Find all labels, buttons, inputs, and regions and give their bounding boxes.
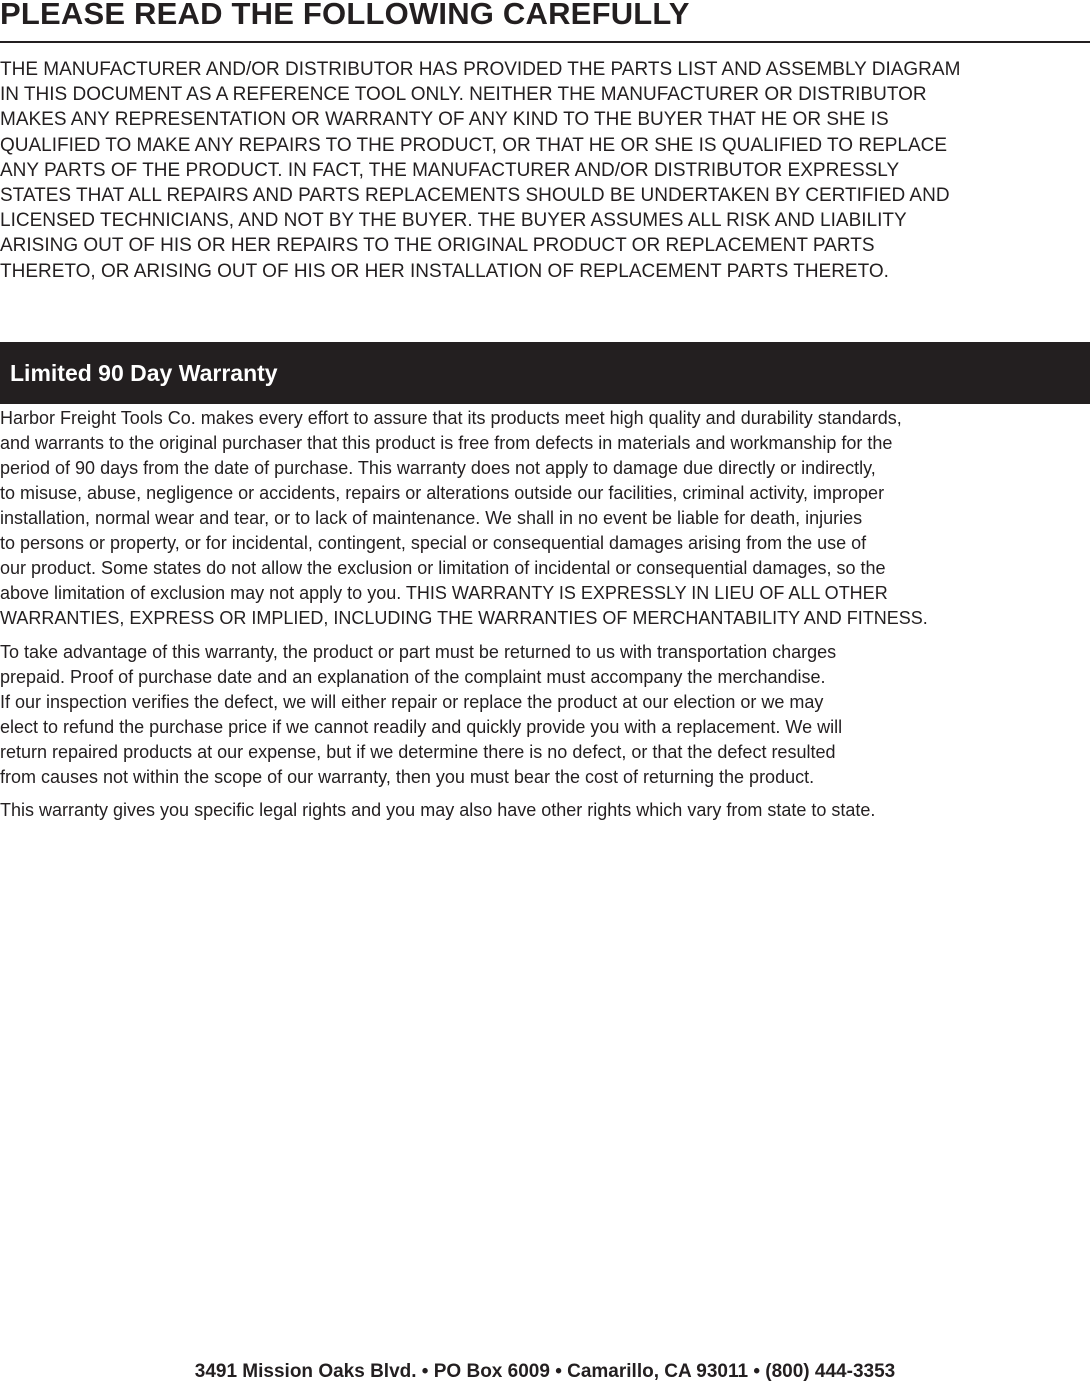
paragraph-line: installation, normal wear and tear, or to lack of maintenance. We shall in no event be liable for death, injuries [0, 508, 863, 528]
warranty-heading: Limited 90 Day Warranty [10, 360, 278, 386]
paragraph-line: To take advantage of this warranty, the product or part must be returned to us with transportation charges [0, 642, 837, 662]
disclaimer-line: LICENSED TECHNICIANS, AND NOT BY THE BUYER. THE BUYER ASSUMES ALL RISK AND LIABILITY [0, 210, 907, 232]
paragraph-line: This warranty gives you specific legal rights and you may also have other rights which vary from state to state. [0, 800, 876, 820]
warranty-paragraph-rights [0, 798, 875, 823]
paragraph-line: elect to refund the purchase price if we cannot readily and quickly provide you with a replacement. We will [0, 717, 843, 737]
disclaimer-line: IN THIS DOCUMENT AS A REFERENCE TOOL ONLY. NEITHER THE MANUFACTURER OR DISTRIBUTOR [0, 84, 927, 106]
disclaimer-line: THERETO, OR ARISING OUT OF HIS OR HER INSTALLATION OF REPLACEMENT PARTS THERETO. [0, 260, 889, 282]
paragraph-line: Harbor Freight Tools Co. makes every effort to assure that its products meet high quality and durability standards, [0, 408, 902, 428]
paragraph-line: If our inspection verifies the defect, we will either repair or replace the product at our election or we may [0, 692, 824, 712]
paragraph-line: our product. Some states do not allow the exclusion or limitation of incidental or consequential damages, so the [0, 558, 886, 578]
page-title: PLEASE READ THE FOLLOWING CAREFULLY [0, 0, 690, 31]
paragraph-line: prepaid. Proof of purchase date and an explanation of the complaint must accompany the merchandise. [0, 667, 826, 687]
paragraph-line: WARRANTIES, EXPRESS OR IMPLIED, INCLUDING THE WARRANTIES OF MERCHANTABILITY AND FITNESS. [0, 608, 928, 628]
disclaimer-line: STATES THAT ALL REPAIRS AND PARTS REPLACEMENTS SHOULD BE UNDERTAKEN BY CERTIFIED AND [0, 185, 950, 207]
disclaimer-line: ANY PARTS OF THE PRODUCT. IN FACT, THE MANUFACTURER AND/OR DISTRIBUTOR EXPRESSLY [0, 159, 900, 181]
disclaimer-line: QUALIFIED TO MAKE ANY REPAIRS TO THE PRODUCT, OR THAT HE OR SHE IS QUALIFIED TO REPLACE [0, 134, 948, 156]
warranty-paragraph-terms [0, 406, 928, 631]
paragraph-line: to persons or property, or for incidental, contingent, special or consequential damages arising from the use of [0, 533, 867, 553]
footer-address: 3491 Mission Oaks Blvd. • PO Box 6009 • Camarillo, CA 93011 • (800) 444-3353 [194, 1361, 896, 1382]
paragraph-line: period of 90 days from the date of purchase. This warranty does not apply to damage due directly or indirectly, [0, 458, 876, 478]
disclaimer-line: THE MANUFACTURER AND/OR DISTRIBUTOR HAS PROVIDED THE PARTS LIST AND ASSEMBLY DIAGRAM [0, 59, 961, 80]
paragraph-line: to misuse, abuse, negligence or accidents, repairs or alterations outside our facilities, criminal activity, improper [0, 483, 885, 503]
warranty-paragraph-claims [0, 640, 842, 790]
disclaimer-line: ARISING OUT OF HIS OR HER REPAIRS TO THE ORIGINAL PRODUCT OR REPLACEMENT PARTS [0, 235, 875, 257]
disclaimer-line: MAKES ANY REPRESENTATION OR WARRANTY OF ANY KIND TO THE BUYER THAT HE OR SHE IS [0, 109, 889, 131]
title-divider [0, 41, 1090, 43]
paragraph-line: from causes not within the scope of our warranty, then you must bear the cost of returning the product. [0, 767, 815, 787]
paragraph-line: and warrants to the original purchaser that this product is free from defects in materials and workmanship for the [0, 433, 893, 453]
paragraph-line: above limitation of exclusion may not apply to you. THIS WARRANTY IS EXPRESSLY IN LIEU OF ALL OTHER [0, 583, 888, 603]
disclaimer-text [0, 57, 960, 284]
paragraph-line: return repaired products at our expense, but if we determine there is no defect, or that the defect resulted [0, 742, 836, 762]
warranty-heading-bar [0, 342, 1090, 404]
